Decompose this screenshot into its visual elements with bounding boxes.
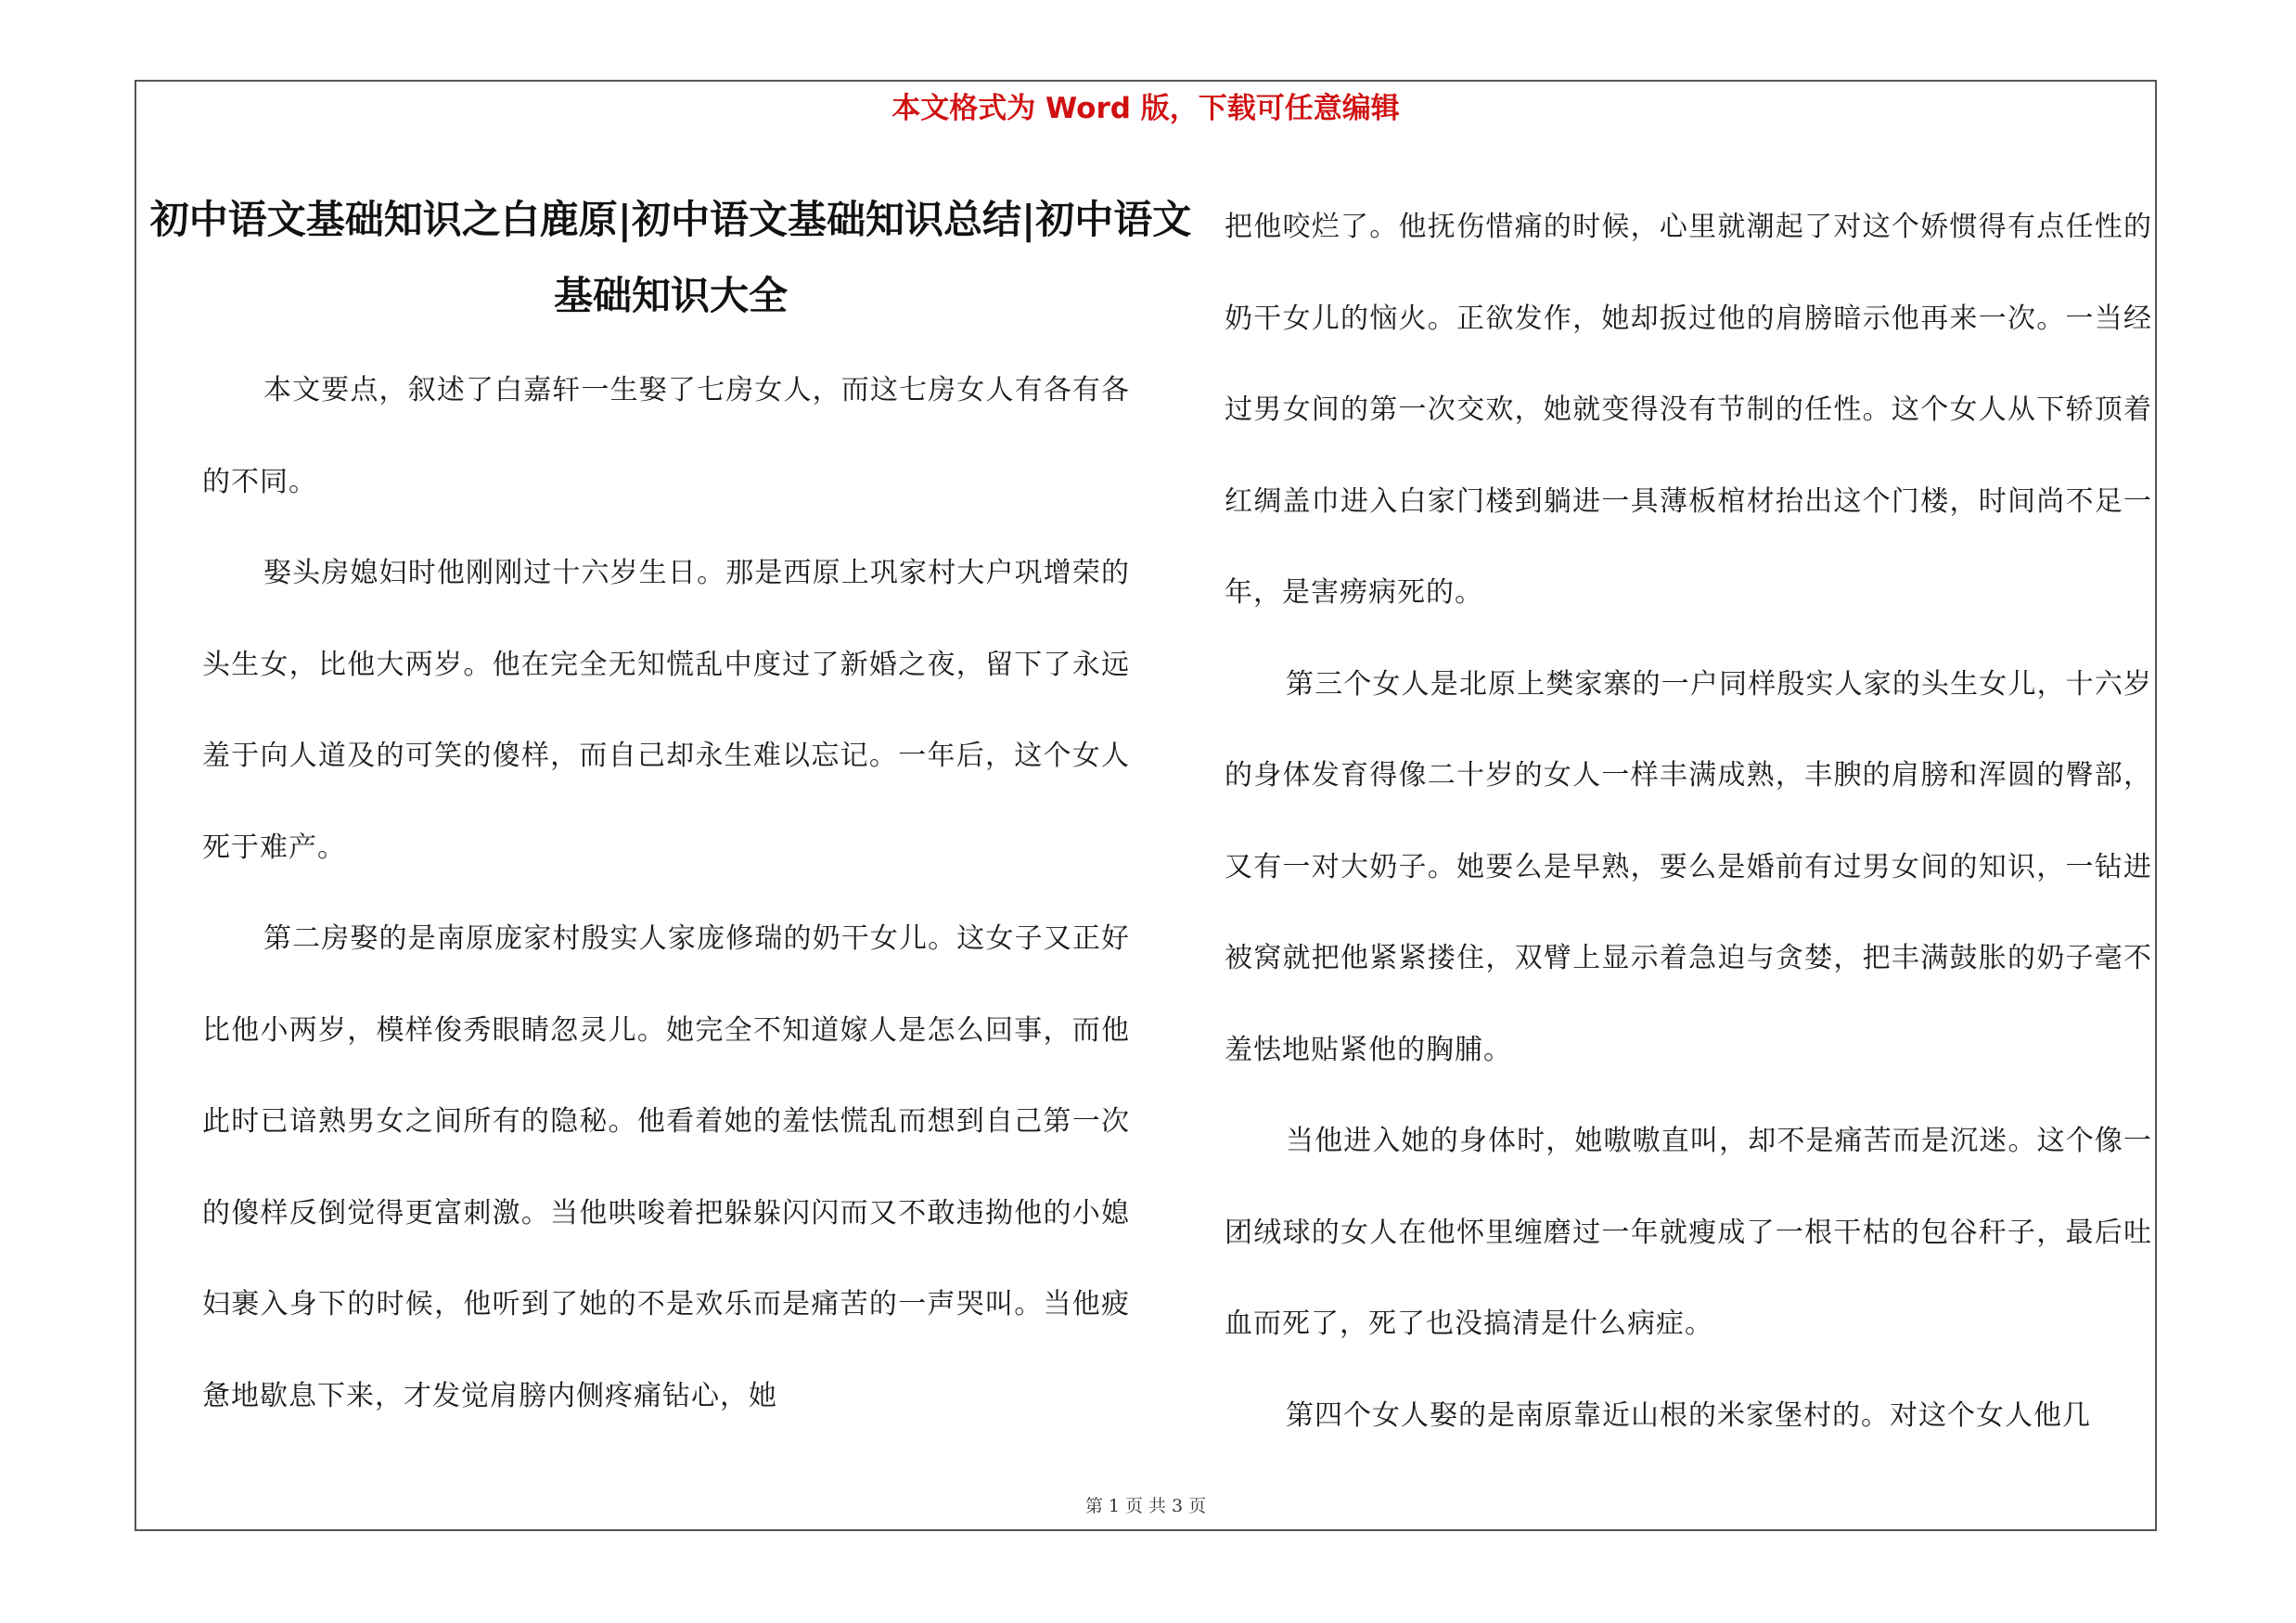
paragraph-continued: 把他咬烂了。他抚伤惜痛的时候，心里就潮起了对这个娇惯得有点任性的奶干女儿的恼火。正欲发作，她却扳过他的肩膀暗示他再来一次。一当经过男女间的第一次交欢，她就变得没有节制的任性。这个女人从下轿顶着红绸盖巾进入白家门楼到躺进一具薄板棺材抬出这个门楼，时间尚不足一年，是害痨病死的。	[1225, 211, 2152, 609]
paragraph: 本文要点，叙述了白嘉轩一生娶了七房女人，而这七房女人有各有各的不同。	[202, 374, 1130, 498]
paragraph: 第三个女人是北原上樊家寨的一户同样殷实人家的头生女儿，十六岁的身体发育得像二十岁的女人一样丰满成熟，丰腴的肩膀和浑圆的臀部，又有一对大奶子。她要么是早熟，要么是婚前有过男女间的知识，一钻进被窝就把他紧紧搂住，双臂上显示着急迫与贪婪，把丰满鼓胀的奶子毫不羞怯地贴紧他的胸脯。	[1225, 667, 2152, 1066]
right-column	[1225, 182, 2152, 1462]
paragraph: 第四个女人娶的是南原靠近山根的米家堡村的。对这个女人他几	[1286, 1398, 2091, 1432]
paragraph: 第二房娶的是南原庞家村殷实人家庞修瑞的奶干女儿。这女子又正好比他小两岁，模样俊秀眼睛忽灵儿。她完全不知道嫁人是怎么回事，而他此时已谙熟男女之间所有的隐秘。他看着她的羞怯慌乱而想到自己第一次的傻样反倒觉得更富刺激。当他哄唆着把躲躲闪闪而又不敢违拗他的小媳妇裹入身下的时候，他听到了她的不是欢乐而是痛苦的一声哭叫。当他疲惫地歇息下来，才发觉肩膀内侧疼痛钻心，她	[202, 922, 1130, 1412]
right-paragraphs	[1225, 182, 2152, 1462]
document-title: 初中语文基础知识之白鹿原|初中语文基础知识总结|初中语文基础知识大全	[149, 197, 1192, 318]
page-number: 第 1 页 共 3 页	[1084, 1496, 1207, 1516]
paragraph: 娶头房媳妇时他刚刚过十六岁生日。那是西原上巩家村大户巩增荣的头生女，比他大两岁。他在完全无知慌乱中度过了新婚之夜，留下了永远羞于向人道及的可笑的傻样，而自己却永生难以忘记。一年后，这个女人死于难产。	[202, 557, 1130, 864]
paragraph: 当他进入她的身体时，她嗷嗷直叫，却不是痛苦而是沉迷。这个像一团绒球的女人在他怀里缠磨过一年就瘦成了一根干枯的包谷秆子，最后吐血而死了，死了也没搞清是什么病症。	[1225, 1125, 2152, 1340]
word-format-banner: 本文格式为 Word 版，下载可任意编辑	[891, 92, 1400, 125]
left-paragraphs	[202, 345, 1130, 1442]
left-column	[149, 182, 1192, 1442]
